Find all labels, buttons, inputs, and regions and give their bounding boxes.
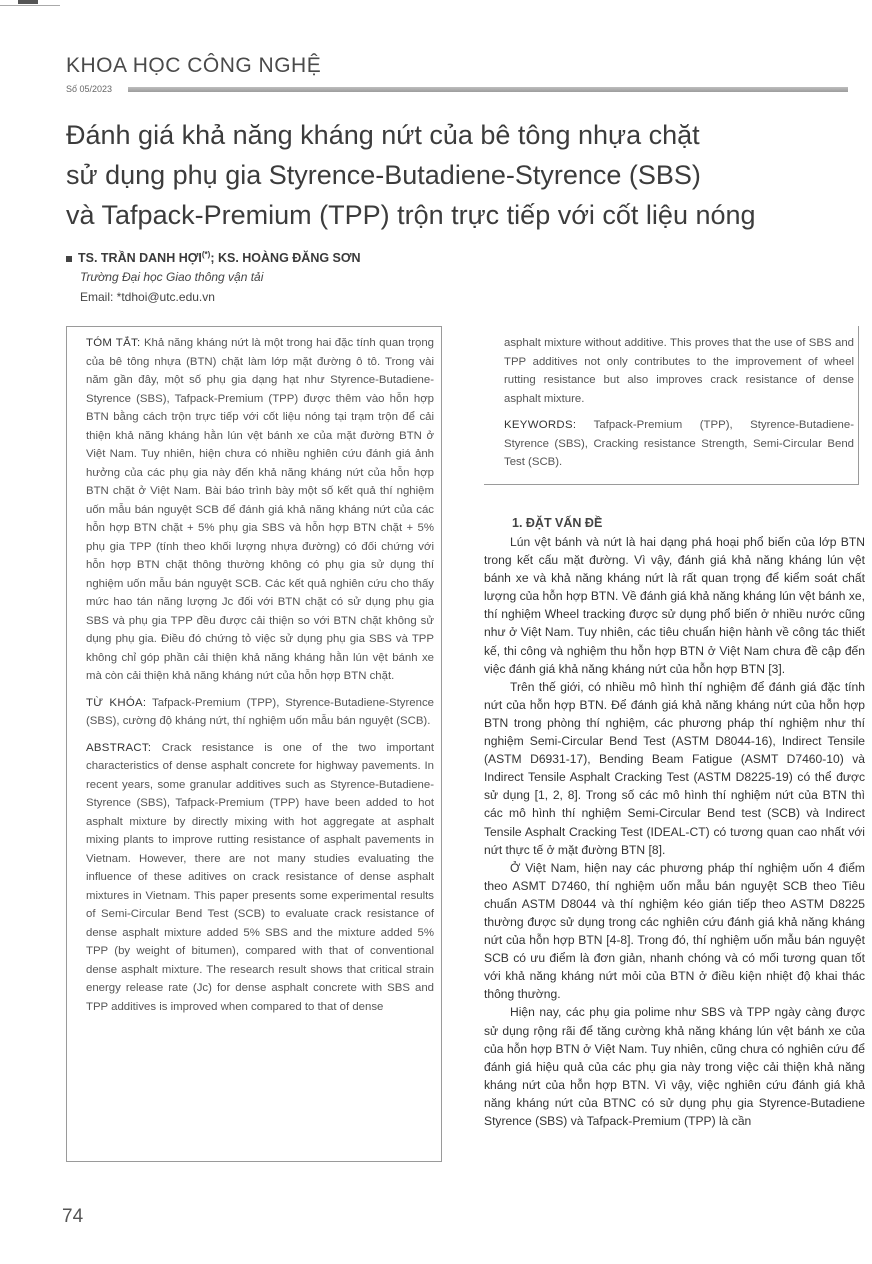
email: Email: *tdhoi@utc.edu.vn — [80, 290, 215, 304]
keywords-vi-text: Tafpack-Premium (TPP), Styrence-Butadiene-Styrence (SBS), cường độ kháng nứt, thí nghiệm uốn mẫu bán nguyệt (SCB). — [86, 696, 434, 727]
body-column — [484, 533, 865, 1130]
bullet-square-icon — [66, 256, 72, 262]
abstract-vi-label: TÓM TẮT: — [86, 337, 141, 349]
section-heading: 1. ĐẶT VẤN ĐỀ — [512, 516, 603, 530]
title-line: sử dụng phụ gia Styrence-Butadiene-Styrence (SBS) — [66, 160, 701, 190]
paragraph: Ở Việt Nam, hiện nay các phương pháp thí nghiệm uốn 4 điểm theo ASMT D7460, thí nghiệm uốn mẫu bán nguyệt SCB theo Tiêu chuẩn ASTM D8044 và thí nghiệm kéo gián tiếp theo ASTM D8225 thường được sử dụng trong các nghiên cứu đánh giá khả năng kháng nứt của hỗn hợp BTN [4-8]. Trong đó, thí nghiệm uốn mẫu bán nguyệt SCB có ưu điểm là đơn giản, nhanh chóng và có mối tương quan tốt với khả năng kháng nứt mỏi của BTN ở điều kiện nhiệt độ khai thác thông thường. — [484, 860, 865, 1002]
paragraph: Trên thế giới, có nhiều mô hình thí nghiệm để đánh giá đặc tính nứt của hỗn hợp BTN. Để đánh giá khả năng kháng nứt của hỗn hợp BTN trong phòng thí nghiệm, các phương pháp thí nghiệm như thí nghiệm Semi-Circular Bend Test (ASTM D8044-16), Indirect Tensile (ASTM D6931-17), Bending Beam Fatigue (ASMT D7460-10) và Indirect Tensile Asphalt Cracking Test (ASTM D8225-19) có thể được sử dụng [1, 2, 8]. Trong số các mô hình thí nghiệm nứt của BTN thì các mô hình thí nghiệm Semi-Circular Bend test (SCB) và Indirect Tensile Asphalt Cracking Test (IDEAL-CT) có tương quan cao nhất với nứt thực tế ở mặt đường BTN [8]. — [484, 679, 865, 857]
affiliation: Trường Đại học Giao thông vận tải — [80, 270, 264, 284]
top-mark — [18, 0, 38, 4]
title-line: và Tafpack-Premium (TPP) trộn trực tiếp với cốt liệu nóng — [66, 200, 756, 230]
keywords-en — [504, 416, 854, 472]
issue-number: Số 05/2023 — [66, 84, 113, 94]
abstract-en-continuation: asphalt mixture without additive. This proves that the use of SBS and TPP additives not only contributes to the improvement of wheel rutting resistance but also improves crack resistance of dense asphalt mixture. — [504, 337, 854, 405]
keywords-vi-label: TỪ KHÓA: — [86, 696, 147, 709]
article-title — [66, 115, 846, 235]
author-1: TS. TRẦN DANH HỢI — [78, 251, 202, 266]
author-2: ; KS. HOÀNG ĐĂNG SƠN — [210, 251, 361, 266]
abstract-vi-text: Khả năng kháng nứt là một trong hai đặc tính quan trọng của bê tông nhựa (BTN) chặt làm lớp mặt đường ô tô. Trong vài năm gần đây, một số phụ gia dạng hạt như Styrence-Butadiene-Styrence (SBS), Tafpack-Premium (TPP) được thêm vào hỗn hợp BTN bằng cách trộn trực tiếp với cốt liệu nóng tại trạm trộn để cải thiện khả năng kháng hằn lún vệt bánh xe của mặt đường BTN ở Việt Nam. Tuy nhiên, hiện chưa có nhiều nghiên cứu đánh giá ảnh hưởng của các phụ gia này đến khả năng kháng nứt của hỗn hợp BTN chặt ở Việt Nam. Bài báo trình bày một số kết quả thí nghiệm uốn mẫu bán nguyệt SCB để đánh giá khả năng kháng nứt của các hỗn hợp BTN chặt + 5% phụ gia SBS và hỗn hợp BTN chặt + 5% phụ gia TPP (tính theo khối lượng nhựa đường) có đối chứng với hỗn hợp BTN chặt thông thường không có phụ gia sử dụng thí nghiệm uốn mẫu bán nguyệt SCB. Các kết quả nghiên cứu cho thấy mức hao tán năng lượng Jc đối với BTN chặt có sử dụng phụ gia SBS và phụ gia TPP đều được cải thiện so với BTN chặt không sử dụng phụ gia. Điều đó chứng tỏ việc sử dụng phụ gia SBS và TPP không chỉ góp phần cải thiện khả năng kháng hằn lún vệt bánh xe mà còn cải thiện khả năng kháng nứt của hỗn hợp BTN chặt. — [86, 337, 434, 682]
section-header: KHOA HỌC CÔNG NGHỆ — [66, 54, 322, 77]
abstract-continuation — [504, 334, 854, 480]
abstract-en — [86, 739, 434, 1017]
top-rule — [0, 5, 60, 6]
keywords-en-label: KEYWORDS: — [504, 419, 577, 431]
abstract-en-text: Crack resistance is one of the two important characteristics of dense asphalt concrete for highway pavements. In recent years, some granular additives such as Styrence-Butadiene-Styrence (SBS), Tafpack-Premium (TPP) have been added to hot asphalt mixture by directly mixing with hot aggregate at asphalt mixing plants to improve rutting resistance of asphalt pavements in Vietnam. However, there are not many studies evaluating the influence of these aditives on crack resistance of dense asphalt mixtures in Vietnam. This paper presents some experimental results of Semi-Circular Bend Test (SCB) to evaluate crack resistance of dense asphalt mixture added 5% SBS and the mixture added 5% TPP (by weight of bitumen), compared with that of conventional dense asphalt mixture. The research result shows that critical strain energy release rate (Jc) for dense asphalt concrete with SBS and TPP additives is improved when compared to that of dense — [86, 741, 434, 1013]
keywords-en-text: Tafpack-Premium (TPP), Styrence-Butadiene-Styrence (SBS), Cracking resistance Strength, Semi-Circular Bend Test (SCB). — [504, 419, 854, 468]
author-line — [66, 250, 361, 265]
paragraph: Lún vệt bánh và nứt là hai dạng phá hoại phổ biến của lớp BTN trong kết cấu mặt đường. Vì vậy, đánh giá khả năng kháng lún vệt bánh xe và khả năng kháng nứt là rất quan trọng để kiểm soát chất lượng của hỗn hợp BTN. Về đánh giá khả năng kháng lún vệt bánh xe, thí nghiệm Wheel tracking được sử dụng phổ biến ở nhiều nước cũng như ở Việt Nam. Tuy nhiên, các tiêu chuẩn hiện hành về công tác thiết kế, thi công và nghiệm thu hỗn hợp BTN ở Việt Nam chưa đề cập đến việc đánh giá khả năng kháng nứt của hỗn hợp BTN [3]. — [484, 535, 865, 676]
header-rule — [128, 87, 848, 92]
page-number: 74 — [62, 1206, 84, 1227]
corresponding-mark: (*) — [201, 250, 211, 259]
title-line: Đánh giá khả năng kháng nứt của bê tông nhựa chặt — [66, 120, 700, 150]
abstract-column — [86, 334, 434, 1024]
keywords-vi — [86, 694, 434, 731]
paragraph: Hiện nay, các phụ gia polime như SBS và TPP ngày càng được sử dụng rộng rãi để tăng cường khả năng kháng lún vệt bánh xe của của hỗn hợp BTN ở Việt Nam. Tuy nhiên, cũng chưa có nghiên cứu để đánh giá hiệu quả của các phụ gia này trong việc cải thiện khả năng kháng nứt của hỗn hợp BTN. Vì vậy, việc nghiên cứu đánh giá khả năng kháng nứt của BTNC có sử dụng phụ gia Styrence-Butadiene Styrence (SBS) và Tafpack-Premium (TPP) là cần — [484, 1005, 865, 1128]
abstract-en-label: ABSTRACT: — [86, 741, 152, 754]
abstract-vi — [86, 334, 434, 686]
